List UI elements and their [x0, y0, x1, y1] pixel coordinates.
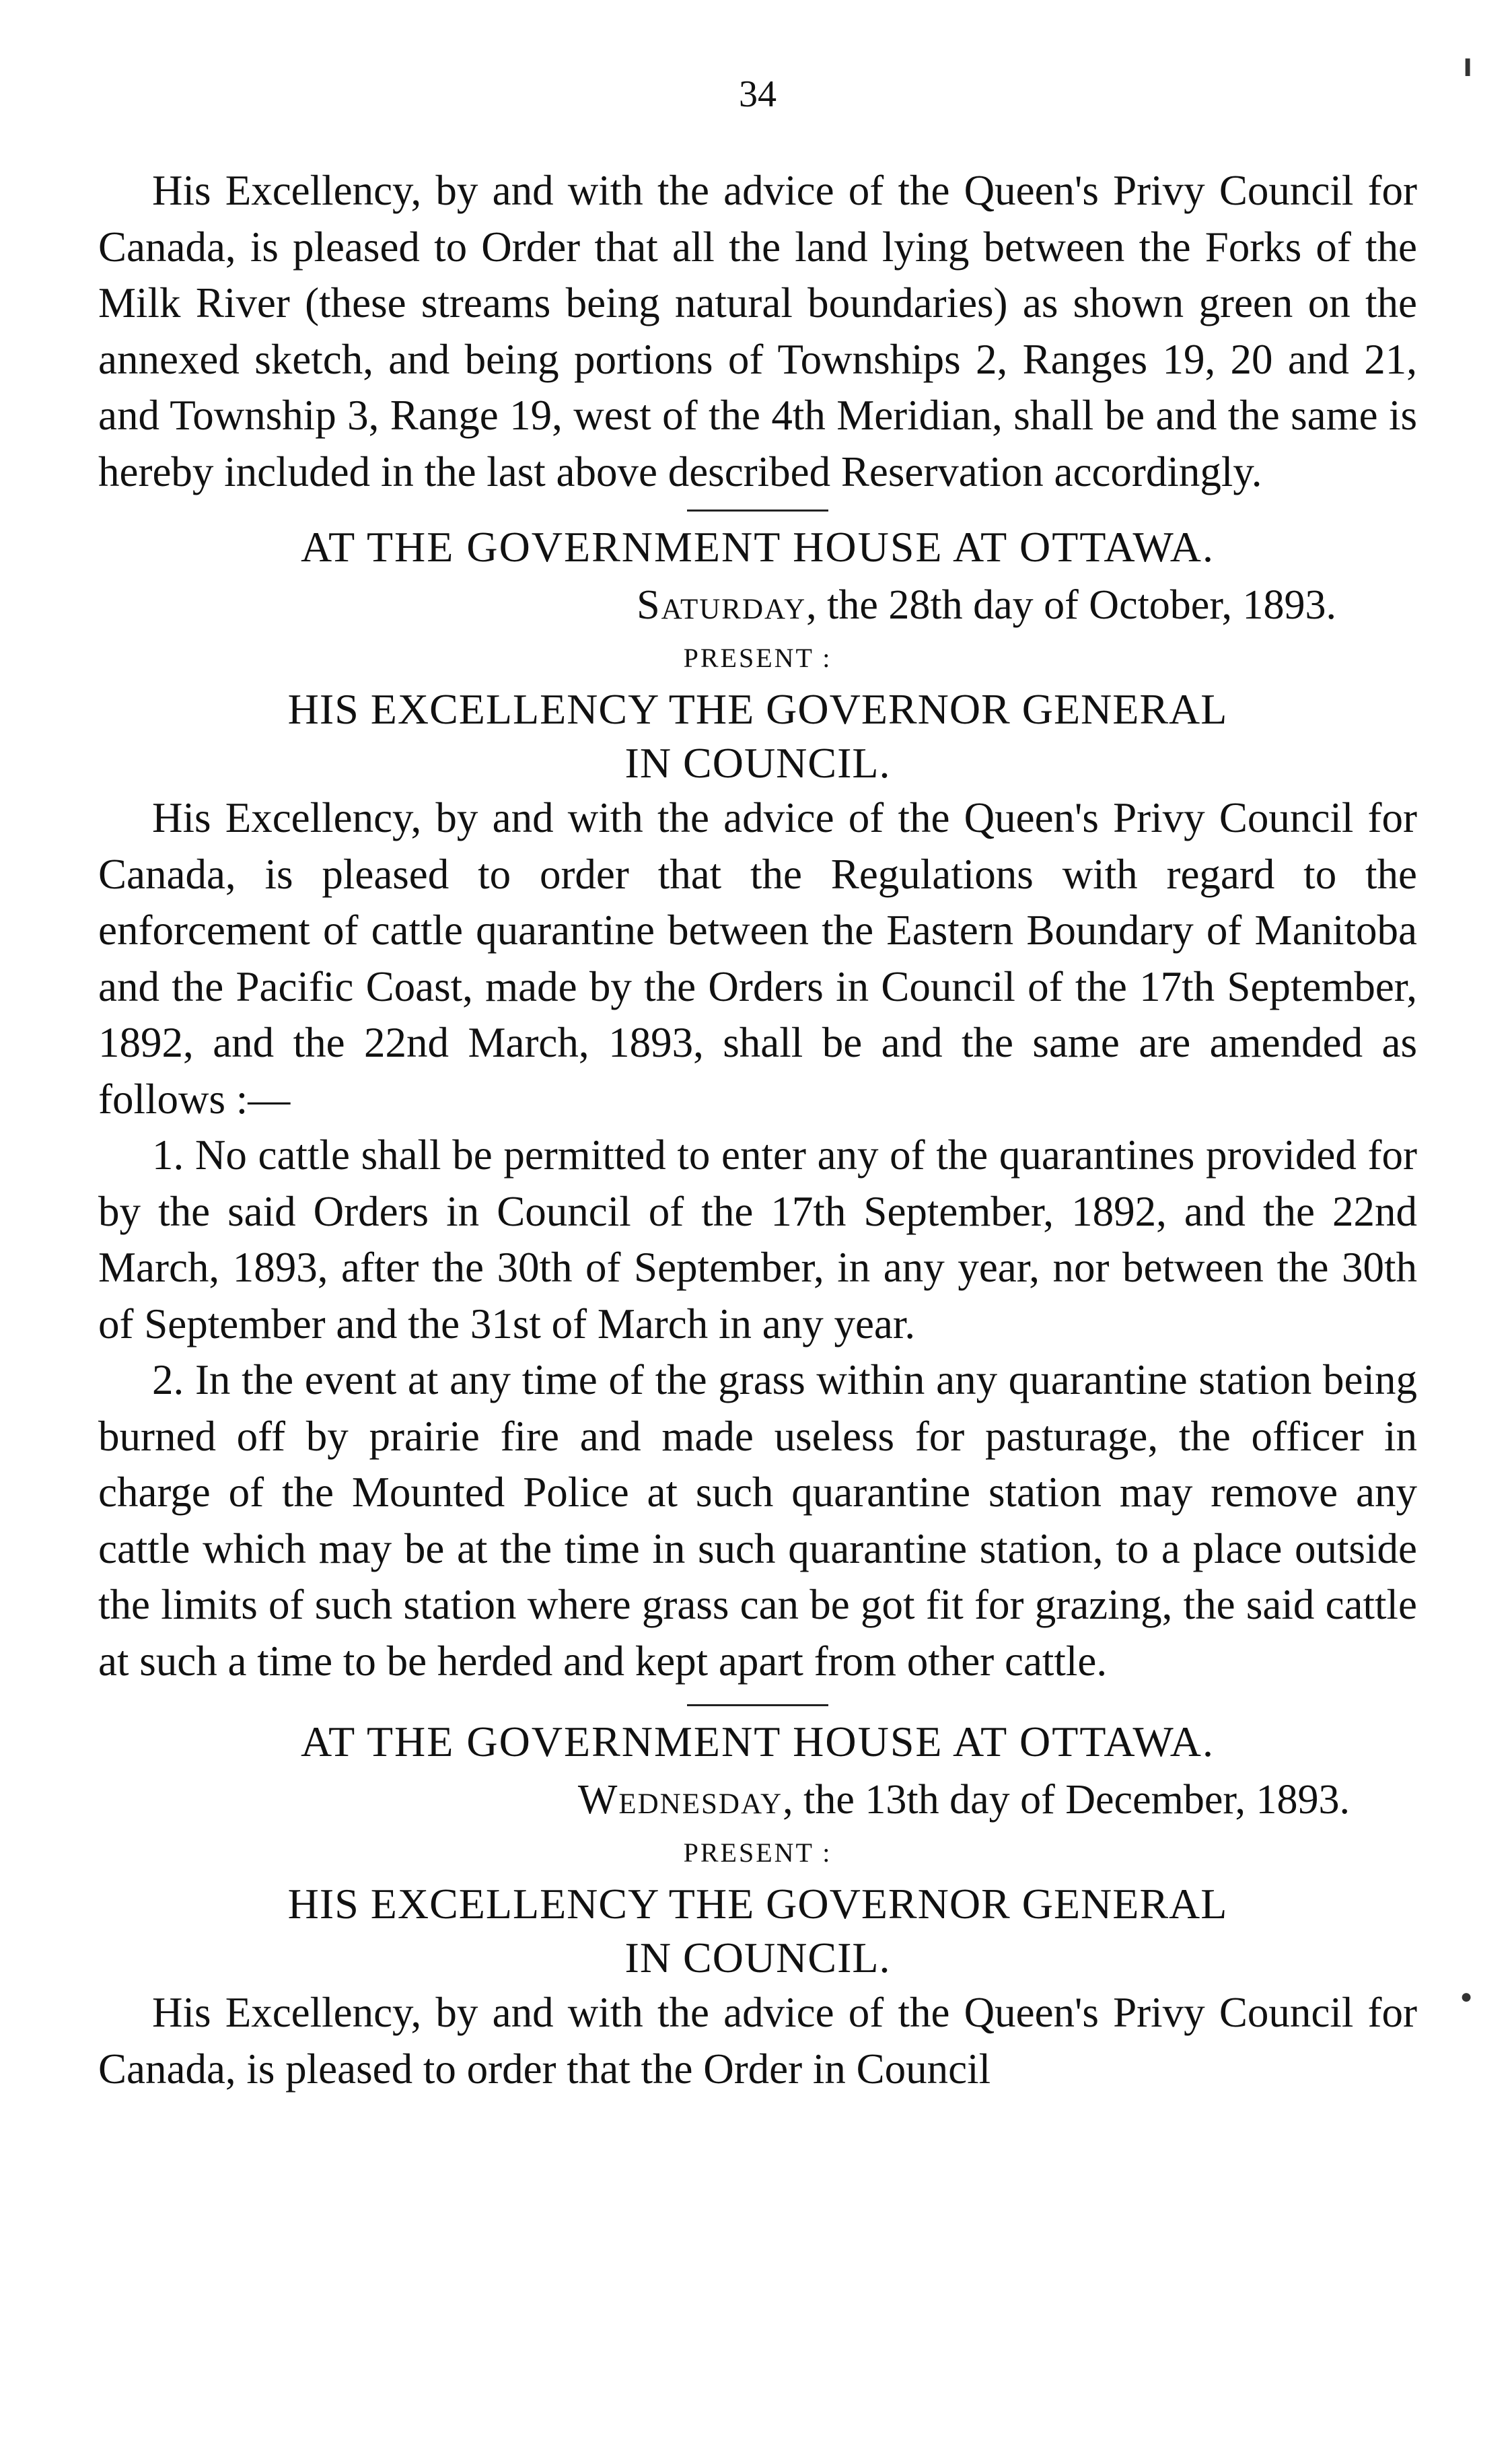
council-title-line2: IN COUNCIL. — [624, 739, 891, 787]
council-title-line2: IN COUNCIL. — [624, 1934, 891, 1981]
present-label: PRESENT : — [683, 643, 832, 673]
document-page — [98, 67, 1417, 2097]
corner-speck-mark: ╹ — [1459, 60, 1477, 93]
order-dateline — [98, 576, 1417, 634]
order-december-1893 — [98, 1713, 1417, 2097]
present-label: PRESENT : — [683, 1837, 832, 1868]
order-day: Saturday — [637, 582, 807, 628]
order-clause-2: 2. In the event at any time of the grass within any quarantine station being burned off by prairie fire and made useless for pasturage, the officer in charge of the Mounted Police at such quarantine station may remove any cattle which may be at the time in such quarantine station, to a place outside the limits of such station where grass can be got fit for grazing, the said cattle at such a time to be herded and kept apart from other cattle. — [98, 1356, 1417, 1685]
council-title-line1: HIS EXCELLENCY THE GOVERNOR GENERAL — [287, 685, 1228, 733]
order-body: His Excellency, by and with the advice of the Queen's Privy Council for Canada, is pleased to order that the Order in Council — [98, 1989, 1417, 2093]
order-october-1893 — [98, 518, 1417, 1689]
council-title-line1: HIS EXCELLENCY THE GOVERNOR GENERAL — [287, 1880, 1228, 1928]
order-heading: AT THE GOVERNMENT HOUSE AT OTTAWA. — [301, 1718, 1215, 1765]
order-dateline — [98, 1771, 1417, 1829]
order-day: Wednesday — [577, 1777, 783, 1823]
order-date: , the 28th day of October, 1893. — [806, 582, 1336, 628]
intro-paragraph: His Excellency, by and with the advice of the Queen's Privy Council for Canada, is pleased to Order that all the land lying between the Forks of the Milk River (these streams being natural boundaries) as shown green on the annexed sketch, and being portions of Townships 2, Ranges 19, 20 and 21, and Township 3, Range 19, west of the 4th Meridian, shall be and the same is hereby included in the last above described Reservation accordingly. — [98, 167, 1417, 495]
order-heading: AT THE GOVERNMENT HOUSE AT OTTAWA. — [301, 523, 1215, 571]
order-body: His Excellency, by and with the advice of the Queen's Privy Council for Canada, is pleased to order that the Regulations with regard to the enforcement of cattle quarantine between the Eastern Boundary of Manitoba and the Pacific Coast, made by the Orders in Council of the 17th September, 1892, and the 22nd March, 1893, shall be and the same are amended as follows :— — [98, 794, 1417, 1123]
order-clause-1: 1. No cattle shall be permitted to enter any of the quarantines provided for by the said Orders in Council of the 17th September, 1892, and the 22nd March, 1893, after the 30th of September, in any year, nor between the 30th of September and the 31st of March in any year. — [98, 1131, 1417, 1347]
page-number: 34 — [739, 73, 777, 115]
section-divider — [687, 510, 828, 512]
margin-dot-mark: ● — [1460, 1986, 1473, 2008]
section-divider — [687, 1704, 828, 1706]
order-date: , the 13th day of December, 1893. — [783, 1777, 1350, 1823]
